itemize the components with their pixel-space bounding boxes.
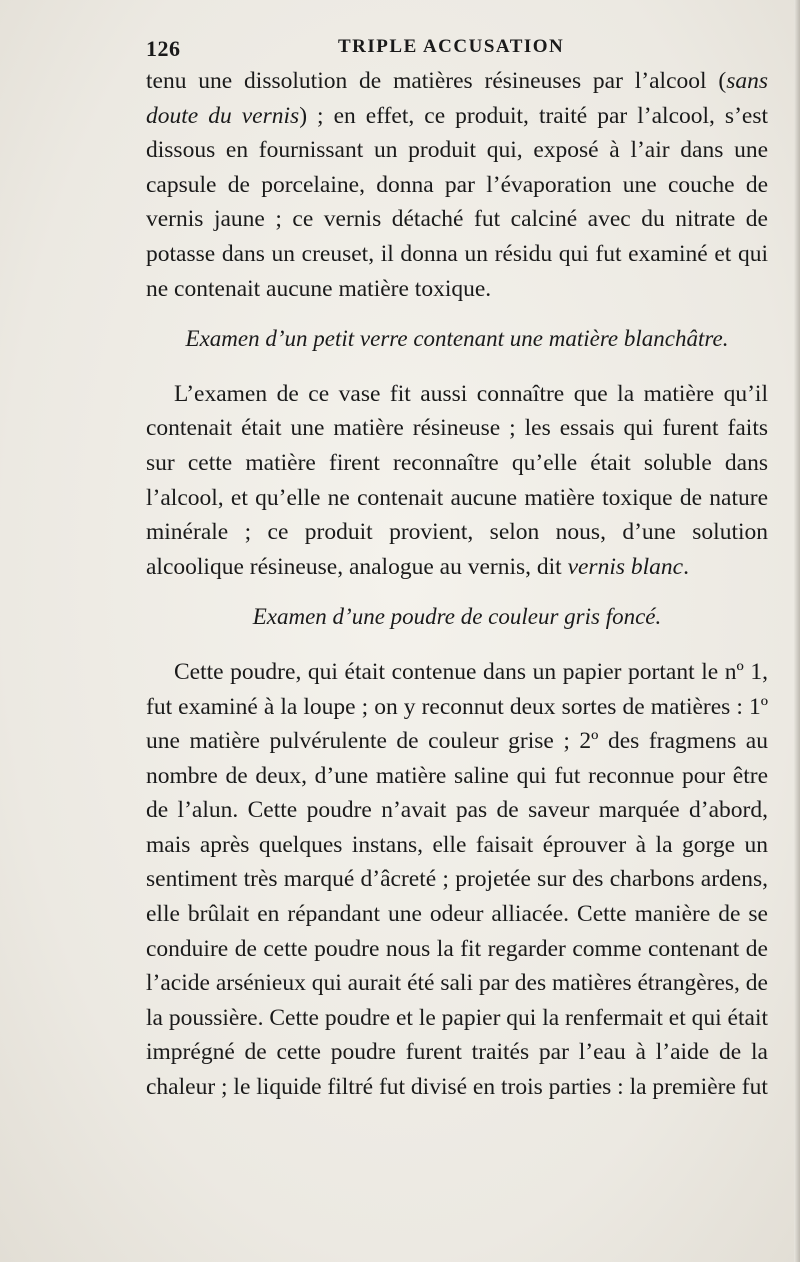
body-text bbox=[146, 64, 768, 1105]
paragraph-2-italic: vernis blanc bbox=[567, 553, 684, 580]
paragraph-2-text-a: L’examen de ce vase fit aussi connaître que la matière qu’il contenait était une matière résineuse ; les essais qui furent faits sur cette matière firent reconnaître qu’elle était soluble dans l’alcool, et qu’elle ne contenait aucune matière toxique de nature minérale ; ce produit provient, selon nous, d’une solution alcoolique résineuse, analogue au vernis, dit bbox=[146, 380, 768, 580]
paragraph-small-glass bbox=[146, 377, 768, 585]
section-heading-grey-powder: Examen d’une poudre de couleur gris foncé. bbox=[252, 604, 662, 630]
running-head bbox=[146, 30, 766, 60]
paragraph-1-italic: sans doute du vernis bbox=[146, 68, 768, 129]
paragraph-2-text-b: . bbox=[683, 553, 689, 580]
page-edge-shadow bbox=[794, 0, 800, 1262]
paragraph-1-text-b: ) ; en effet, ce produit, traité par l’alcool, s’est dissous en fournissant un produit qui, exposé à l’air dans une capsule de porcelaine, donna par l’évaporation une couche de vernis jaune ; ce vernis détaché fut calciné avec du nitrate de potasse dans un creuset, il donna un résidu qui fut examiné et qui ne contenait aucune matière toxique. bbox=[146, 102, 769, 302]
section-heading-small-glass: Examen d’un petit verre contenant une matière blanchâtre. bbox=[185, 326, 729, 352]
paragraph-1-text-a: tenu une dissolution de matières résineuses par l’alcool ( bbox=[146, 68, 727, 94]
page-number: 126 bbox=[146, 36, 181, 61]
paragraph-continued bbox=[146, 64, 768, 306]
running-title: TRIPLE ACCUSATION bbox=[338, 36, 565, 57]
paragraph-grey-powder: Cette poudre, qui était contenue dans un papier portant le nº 1, fut examiné à la loupe ; on y reconnut deux sortes de matières : 1º une matière pulvérulente de couleur grise ; 2º des fragmens au nombre de deux, d’une matière saline qui fut reconnue pour être de l’alun. Cette poudre n’avait pas de saveur marquée d’abord, mais après quelques instans, elle faisait éprouver à la gorge un sentiment très marqué d’âcreté ; projetée sur des charbons ardens, elle brûlait en répandant une odeur alliacée. Cette manière de se conduire de cette poudre nous la fit regarder comme contenant de l’acide arsénieux qui aurait été sali par des matières étrangères, de la poussière. Cette poudre et le papier qui la renfermait et qui était imprégné de cette poudre furent traités par l’eau à l’aide de la chaleur ; le liquide filtré fut divisé en trois parties : la première fut bbox=[146, 658, 768, 1101]
